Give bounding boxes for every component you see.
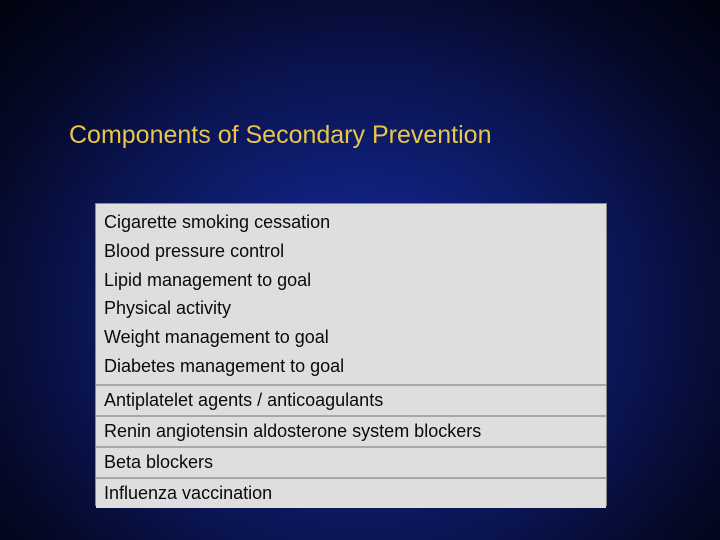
list-item: Diabetes management to goal bbox=[104, 355, 345, 376]
prevention-components-box bbox=[95, 203, 607, 506]
slide-title: Components of Secondary Prevention bbox=[69, 121, 492, 149]
list-item: Influenza vaccination bbox=[96, 479, 606, 508]
list-item: Weight management to goal bbox=[104, 327, 329, 348]
list-item: Antiplatelet agents / anticoagulants bbox=[96, 386, 606, 415]
lifestyle-risk-factor-group bbox=[96, 204, 606, 384]
list-item: Renin angiotensin aldosterone system blockers bbox=[96, 417, 606, 446]
list-item: Cigarette smoking cessation bbox=[104, 212, 331, 232]
list-item: Beta blockers bbox=[96, 448, 606, 477]
list-item: Blood pressure control bbox=[104, 240, 285, 261]
list-item: Lipid management to goal bbox=[104, 269, 312, 290]
list-item: Physical activity bbox=[104, 298, 232, 319]
